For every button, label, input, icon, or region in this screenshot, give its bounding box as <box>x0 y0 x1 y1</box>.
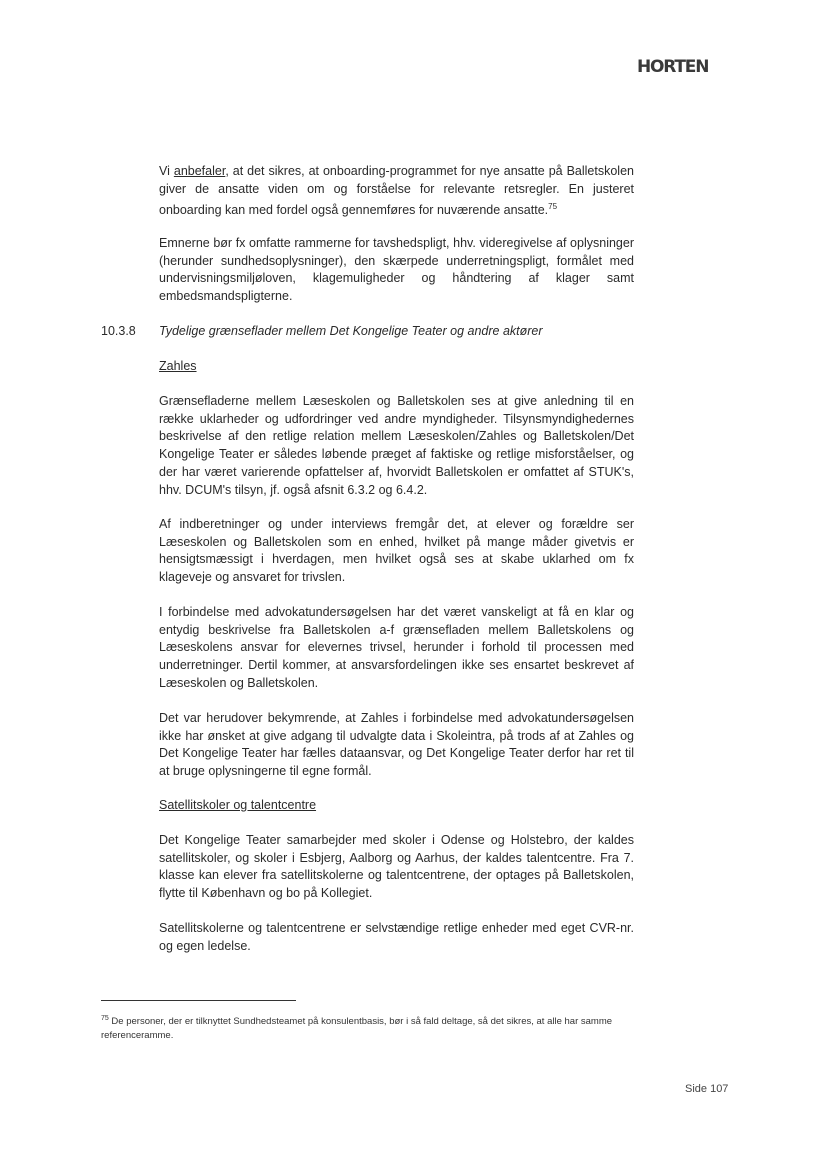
horten-logo: HORTEN <box>637 57 709 77</box>
footnote-reference[interactable]: 75 <box>548 202 558 212</box>
paragraph-text: , at det sikres, at onboarding-programmet for nye ansatte på Balletskolen giver de ansatte viden om og forståelse for relevante retsregler. En justeret onboarding kan med fordel også gennemføres for nuværende ansatte. <box>159 164 634 218</box>
paragraph-topics: Emnerne bør fx omfatte rammerne for tavshedspligt, hhv. videregivelse af oplysninger (herunder sundhedsoplysninger), den skærpede underretningspligt, formålet med undervisningsmiljøloven, klagemuligheder og håndtering af klager samt embedsmandspligterne. <box>159 236 634 304</box>
paragraph-reports: Af indberetninger og under interviews fremgår det, at elever og forældre ser Læseskolen og Balletskolen som en enhed, hvilket på mange måder givetvis er hensigtsmæssigt i hverdagen, men hvilket også ses at skabe uklarhed om fx klageveje og ansvaret for trivslen. <box>159 517 634 585</box>
footnote <box>101 1012 641 1043</box>
subheading-satellite-schools: Satellitskoler og talentcentre <box>159 798 317 812</box>
paragraph-interfaces: Grænsefladerne mellem Læseskolen og Balletskolen ses at give anledning til en række uklarheder og udfordringer ved andre myndigheder. Tilsynsmyndighedernes beskrivelse af den retlige relation mellem Læseskolen/Zahles og Balletskolen/Det Kongelige Teater er således løbende præget af faktiske og retlige misforståelser, og der har været varierende opfattelser af, hvorvidt Balletskolen er omfattet af STUK's, hhv. DCUM's tilsyn, jf. også afsnit 6.3.2 og 6.4.2. <box>159 394 634 497</box>
footnote-number: 75 <box>101 1015 109 1022</box>
paragraph-investigation: I forbindelse med advokatundersøgelsen har det været vanskeligt at få en klar og entydig beskrivelse fra Balletskolen a-f grænsefladen mellem Balletskolens og Læseskolens ansvar for elevernes trivsel, herunder i forhold til processen med underretninger. Dertil kommer, at ansvarsfordelingen ikke ses ensartet beskrevet af Læseskolen og Balletskolen. <box>159 605 634 690</box>
paragraph-text: Vi <box>159 164 174 178</box>
section-title: Tydelige grænseflader mellem Det Kongelige Teater og andre aktører <box>159 324 543 338</box>
paragraph-cooperation: Det Kongelige Teater samarbejder med skoler i Odense og Holstebro, der kaldes satellitskoler, og skoler i Esbjerg, Aalborg og Aarhus, der kaldes talentcentre. Fra 7. klasse kan elever fra satellitskolerne og talentcentrene, der optages på Balletskolen, flytte til København og bo på Kollegiet. <box>159 833 634 901</box>
page-number: Side 107 <box>685 1083 729 1095</box>
footnote-text: De personer, der er tilknyttet Sundhedsteamet på konsulentbasis, bør i så fald deltage, så det sikres, at alle har samme referenceramme. <box>101 1016 613 1042</box>
paragraph-concern: Det var herudover bekymrende, at Zahles i forbindelse med advokatundersøgelsen ikke har ønsket at give adgang til udvalgte data i Skoleintra, på trods af at Zahles og Det Kongelige Teater har fælles dataansvar, og Det Kongelige Teater derfor har ret til at bruge oplysningerne til egne formål. <box>159 711 634 779</box>
section-number: 10.3.8 <box>101 324 136 338</box>
subheading-zahles: Zahles <box>159 359 197 373</box>
footnote-divider <box>101 1000 296 1001</box>
emphasis-anbefaler: anbefaler <box>173 164 226 178</box>
paragraph-onboarding <box>159 163 634 220</box>
paragraph-legal-entities: Satellitskolerne og talentcentrene er selvstændige retlige enheder med eget CVR-nr. og egen ledelse. <box>159 921 634 953</box>
